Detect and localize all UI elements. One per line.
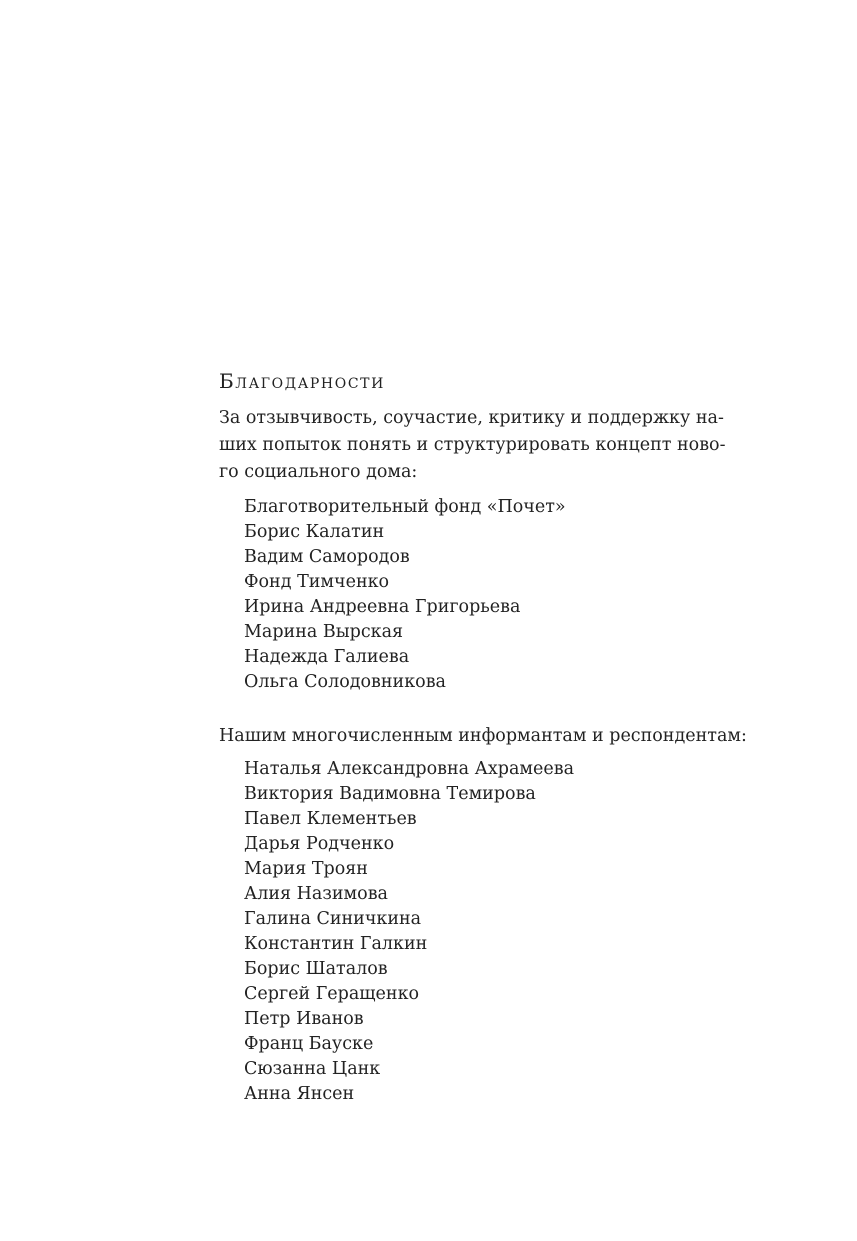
list-item: Борис Шаталов: [244, 959, 388, 979]
list-item: Дарья Родченко: [244, 834, 395, 854]
page-title: Благодарности: [219, 369, 385, 393]
list-item: Сюзанна Цанк: [244, 1059, 381, 1079]
list-item: Виктория Вадимовна Темирова: [244, 784, 536, 804]
list-item: Марина Вырская: [244, 622, 404, 642]
section1-intro-line: За отзывчивость, соучастие, критику и поддержку на-: [219, 408, 724, 428]
list-item: Фонд Тимченко: [244, 572, 390, 592]
list-item: Петр Иванов: [244, 1009, 364, 1029]
list-item: Вадим Самородов: [244, 547, 410, 567]
list-item: Константин Галкин: [244, 934, 428, 954]
list-item: Анна Янсен: [244, 1084, 355, 1104]
section1-intro: [219, 405, 739, 486]
list-item: Сергей Геращенко: [244, 984, 420, 1004]
list-item: Наталья Александровна Ахрамеева: [244, 759, 575, 779]
list-item: Павел Клементьев: [244, 809, 417, 829]
list-item: Франц Бауске: [244, 1034, 374, 1054]
section2-names-list: [219, 757, 739, 1107]
list-item: Мария Троян: [244, 859, 368, 879]
list-item: Благотворительный фонд «Почет»: [244, 497, 566, 517]
section1-intro-line: го социального дома:: [219, 462, 418, 482]
section1-intro-line: ших попыток понять и структурировать концепт ново-: [219, 435, 726, 455]
section1-names-list: [219, 495, 739, 695]
list-item: Ирина Андреевна Григорьева: [244, 597, 521, 617]
list-item: Алия Назимова: [244, 884, 388, 904]
section2-intro: Нашим многочисленным информантам и респондентам:: [219, 726, 747, 746]
list-item: Борис Калатин: [244, 522, 385, 542]
acknowledgements-section: [219, 367, 747, 1107]
list-item: Галина Синичкина: [244, 909, 422, 929]
list-item: Надежда Галиева: [244, 647, 410, 667]
list-item: Ольга Солодовникова: [244, 672, 446, 692]
